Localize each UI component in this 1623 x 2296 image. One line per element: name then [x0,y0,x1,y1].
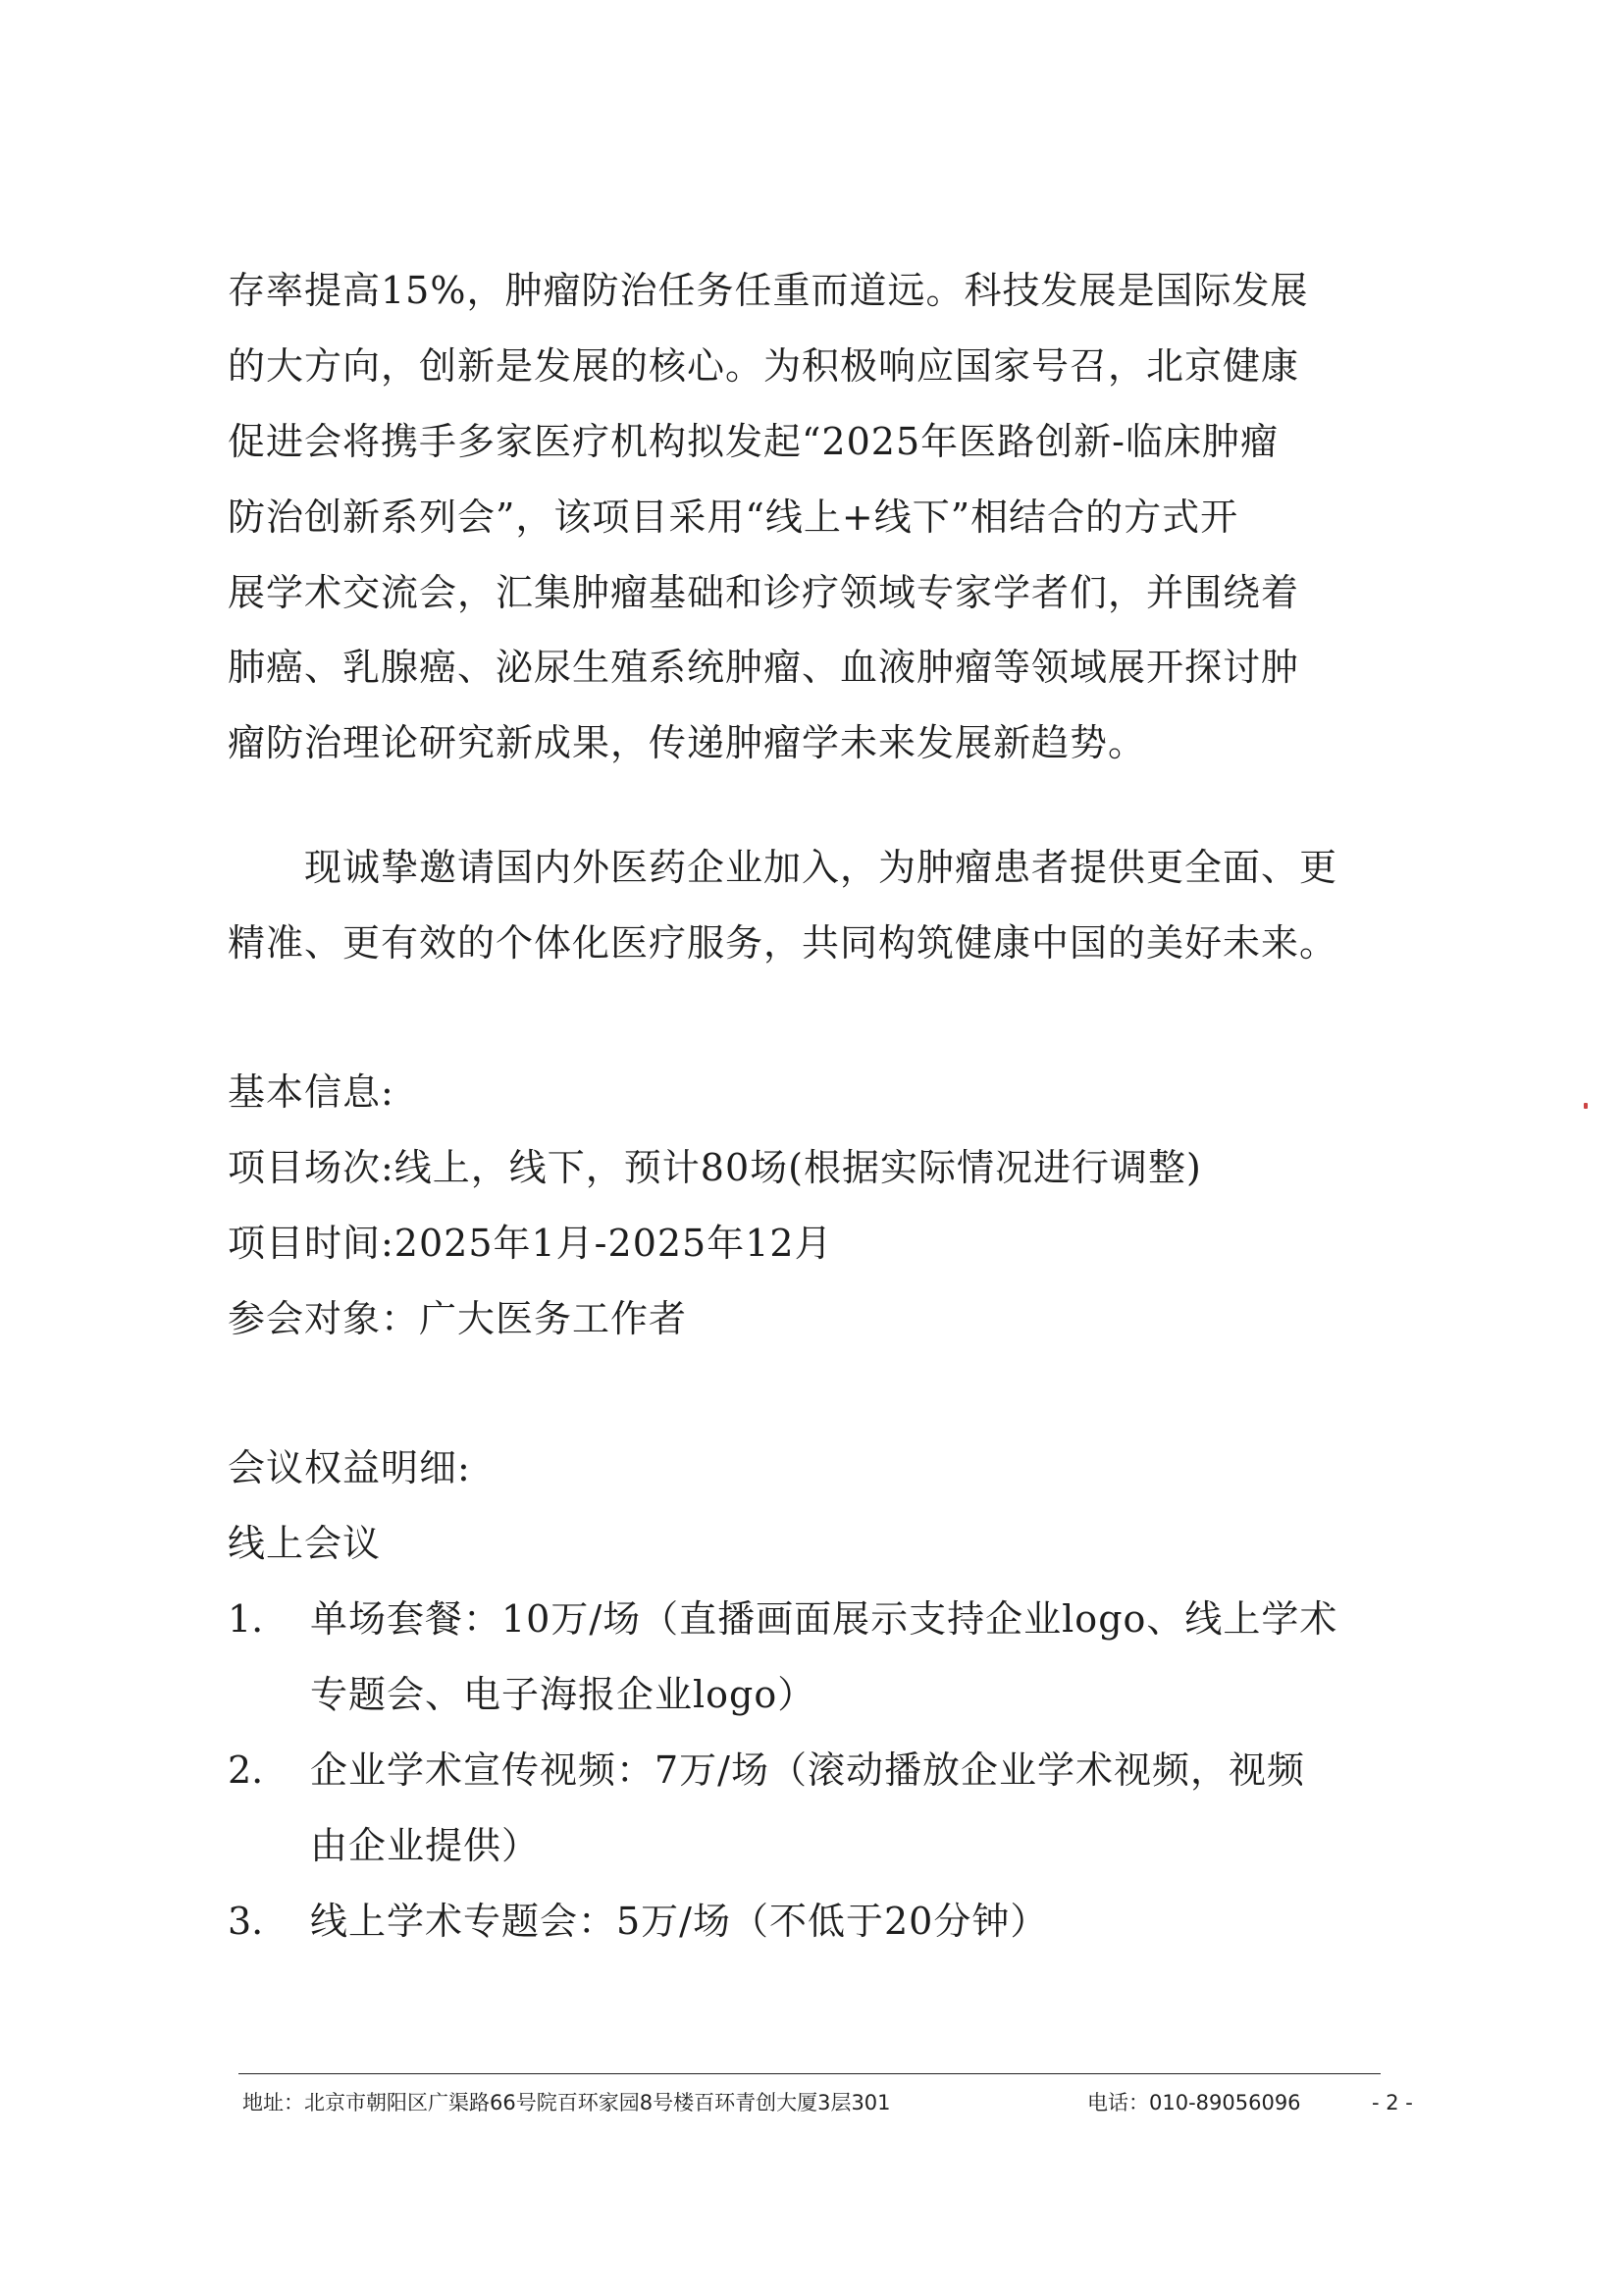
body-line: 瘤防治理论研究新成果，传递肿瘤学未来发展新趋势。 [228,721,1147,764]
basic-info-heading: 基本信息: [228,1070,394,1114]
list-item-number: 3. [228,1900,264,1943]
footer-divider [238,2073,1381,2074]
benefits-heading: 会议权益明细: [228,1446,471,1489]
list-item-line: 由企业提供） [310,1824,541,1867]
list-item-number: 1. [228,1597,264,1641]
footer-address: 地址：北京市朝阳区广渠路66号院百环家园8号楼百环青创大厦3层301 [242,2091,891,2114]
body-line: 存率提高15%，肿瘤防治任务任重而道远。科技发展是国际发展 [228,269,1309,312]
list-item-line: 线上学术专题会：5万/场（不低于20分钟） [310,1900,1049,1943]
invite-line: 现诚挚邀请国内外医药企业加入，为肿瘤患者提供更全面、更 [304,846,1338,889]
basic-info-sessions: 项目场次:线上，线下，预计80场(根据实际情况进行调整) [228,1146,1202,1189]
body-line: 促进会将携手多家医疗机构拟发起“2025年医路创新-临床肿瘤 [228,420,1279,463]
benefits-subheading: 线上会议 [228,1522,382,1565]
body-line: 的大方向，创新是发展的核心。为积极响应国家号召，北京健康 [228,344,1300,388]
basic-info-audience: 参会对象：广大医务工作者 [228,1297,688,1340]
body-line: 展学术交流会，汇集肿瘤基础和诊疗领域专家学者们，并围绕着 [228,571,1300,614]
body-line: 肺癌、乳腺癌、泌尿生殖系统肿瘤、血液肿瘤等领域展开探讨肿 [228,646,1300,689]
footer-phone: 电话：010-89056096 [1087,2091,1301,2114]
list-item-line: 单场套餐：10万/场（直播画面展示支持企业logo、线上学术 [310,1597,1338,1641]
body-line: 防治创新系列会”，该项目采用“线上+线下”相结合的方式开 [228,496,1239,539]
page-number: - 2 - [1372,2091,1413,2114]
invite-line: 精准、更有效的个体化医疗服务，共同构筑健康中国的美好未来。 [228,921,1338,965]
list-item-line: 企业学术宣传视频：7万/场（滚动播放企业学术视频，视频 [310,1748,1305,1792]
scan-mark [1584,1103,1588,1109]
basic-info-time: 项目时间:2025年1月-2025年12月 [228,1222,833,1265]
list-item-line: 专题会、电子海报企业logo） [310,1673,816,1716]
list-item-number: 2. [228,1748,264,1792]
